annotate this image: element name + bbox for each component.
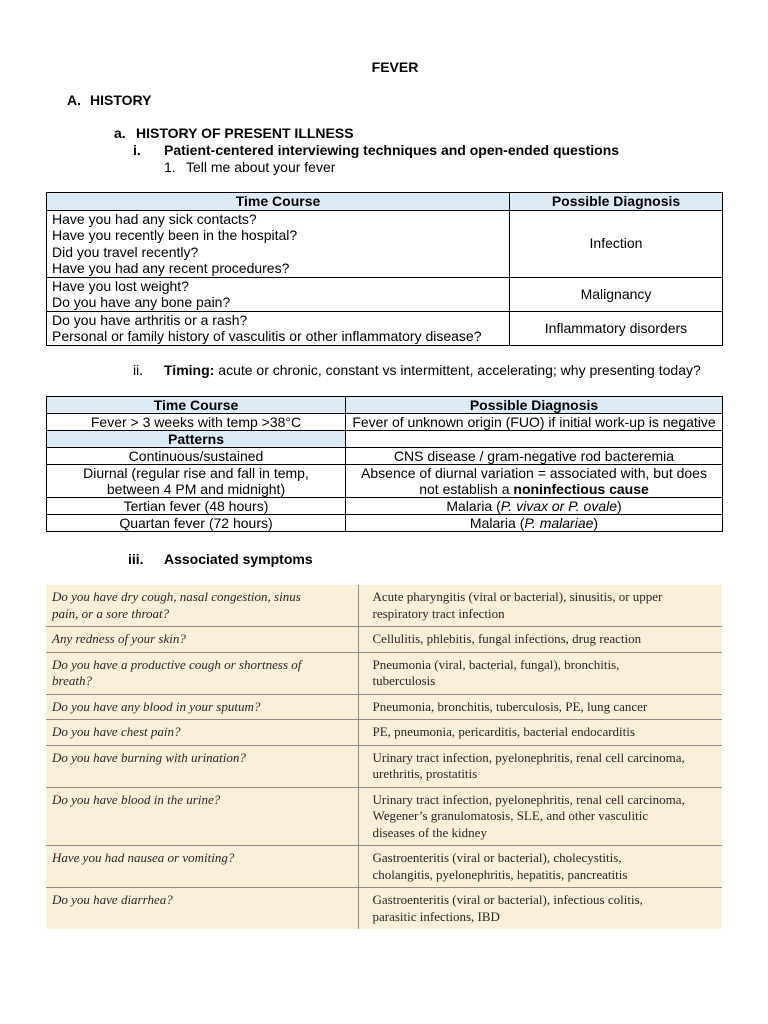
symptom-diagnoses: Pneumonia, bronchitis, tuberculosis, PE, lung cancer <box>358 694 722 720</box>
table-row <box>46 787 722 846</box>
symptom-question: Do you have dry cough, nasal congestion, sinus pain, or a sore throat? <box>46 585 358 627</box>
table-row <box>46 694 722 720</box>
time-course-cell: Fever > 3 weeks with temp >38°C <box>47 414 346 431</box>
associated-symptoms-table <box>46 585 722 929</box>
question-line: Do you have arthritis or a rash? <box>52 311 248 328</box>
symptom-diagnoses: Gastroenteritis (viral or bacterial), infectious colitis, parasitic infections, IBD <box>358 888 722 930</box>
item-iii-marker: iii. <box>128 551 144 567</box>
diagnosis-text: Malaria ( <box>469 515 525 531</box>
symptom-question: Do you have burning with urination? <box>46 745 358 787</box>
symptom-question: Do you have a productive cough or shortness of breath? <box>46 652 358 694</box>
question-line: Did you travel recently? <box>52 243 199 260</box>
item-i-1 <box>164 159 335 176</box>
diagnosis-text-end: ) <box>593 515 599 531</box>
table-header-row <box>47 193 723 211</box>
question-line: Personal or family history of vasculitis or other inflammatory disease? <box>52 328 482 344</box>
time-course-cell: Continuous/sustained <box>47 448 346 465</box>
item-i-1-text: Tell me about your fever <box>186 159 336 175</box>
diagnosis-emphasis: noninfectious cause <box>513 481 649 497</box>
diagnosis-text-wrapper <box>356 465 712 497</box>
symptom-diagnoses: PE, pneumonia, pericarditis, bacterial endocarditis <box>358 720 722 746</box>
table-row <box>47 414 723 431</box>
item-i-title: Patient-centered interviewing techniques and open-ended questions <box>164 142 620 158</box>
symptom-question: Do you have blood in the urine? <box>46 787 358 846</box>
diagnosis-cell <box>346 498 723 515</box>
subsection-a-title: HISTORY OF PRESENT ILLNESS <box>136 125 354 141</box>
symptom-question: Have you had nausea or vomiting? <box>46 846 358 888</box>
table-row <box>46 652 722 694</box>
table-row <box>46 585 722 627</box>
questions-cell <box>47 311 510 345</box>
table-row <box>47 311 723 345</box>
item-i-1-marker: 1. <box>164 159 176 175</box>
symptom-question: Do you have any blood in your sputum? <box>46 694 358 720</box>
item-iii-heading <box>128 551 313 568</box>
item-ii <box>133 362 701 379</box>
question-line: Do you have any bone pain? <box>52 294 231 310</box>
subsection-a-marker: a. <box>114 125 126 141</box>
diagnosis-cell: Inflammatory disorders <box>510 311 723 345</box>
section-a-heading <box>67 92 151 109</box>
time-course-cell <box>47 465 346 498</box>
column-header-possible-diagnosis: Possible Diagnosis <box>346 397 723 414</box>
diagnosis-text: Absence of diurnal variation = associated with, but does not establish a <box>361 465 707 497</box>
questions-cell <box>47 210 510 277</box>
table-row <box>47 498 723 515</box>
question-line: Have you recently been in the hospital? <box>52 227 298 243</box>
diagnosis-text-end: ) <box>617 498 622 514</box>
symptom-diagnoses: Urinary tract infection, pyelonephritis, renal cell carcinoma, Wegener’s granulomatosis, SLE, and other vasculitic diseases of the kidney <box>358 787 722 846</box>
symptom-diagnoses: Cellulitis, phlebitis, fungal infections, drug reaction <box>358 627 722 653</box>
section-a-title: HISTORY <box>90 92 152 108</box>
symptom-diagnoses: Gastroenteritis (viral or bacterial), cholecystitis, cholangitis, pyelonephritis, hepatitis, pancreatitis <box>358 846 722 888</box>
time-course-cell: Quartan fever (72 hours) <box>47 515 346 532</box>
symptom-diagnoses: Pneumonia (viral, bacterial, fungal), bronchitis, tuberculosis <box>358 652 722 694</box>
table-row <box>47 277 723 311</box>
diagnosis-cell <box>346 515 723 532</box>
diagnosis-text: Malaria ( <box>446 498 501 514</box>
diagnosis-cell: Malignancy <box>510 277 723 311</box>
item-ii-marker: ii. <box>133 362 144 378</box>
item-iii-title: Associated symptoms <box>164 551 313 567</box>
history-diagnosis-table <box>46 192 723 346</box>
column-header-time-course: Time Course <box>47 193 510 211</box>
item-i-marker: i. <box>133 142 141 158</box>
symptom-diagnoses: Acute pharyngitis (viral or bacterial), sinusitis, or upper respiratory tract infection <box>358 585 722 627</box>
empty-cell <box>346 431 723 448</box>
table-row <box>47 210 723 277</box>
table-row <box>46 745 722 787</box>
diagnosis-cell: Fever of unknown origin (FUO) if initial work-up is negative <box>346 414 723 431</box>
table-row <box>46 720 722 746</box>
patterns-label: Patterns <box>47 431 346 448</box>
symptom-question: Do you have chest pain? <box>46 720 358 746</box>
symptom-diagnoses: Urinary tract infection, pyelonephritis, renal cell carcinoma, urethritis, prostatitis <box>358 745 722 787</box>
time-course-text: Diurnal (regular rise and fall in temp, between 4 PM and midnight) <box>83 465 309 497</box>
timing-diagnosis-table <box>46 396 723 532</box>
diagnosis-species: P. malariae <box>524 515 594 531</box>
question-line: Have you lost weight? <box>52 277 189 294</box>
diagnosis-cell: Infection <box>510 210 723 277</box>
item-i-heading <box>133 142 619 159</box>
table-row <box>47 465 723 498</box>
table-row <box>47 515 723 532</box>
table-row <box>46 627 722 653</box>
subsection-a-heading <box>114 125 354 142</box>
questions-cell <box>47 277 510 311</box>
column-header-possible-diagnosis: Possible Diagnosis <box>510 193 723 211</box>
diagnosis-cell: CNS disease / gram-negative rod bacteremia <box>346 448 723 465</box>
table-row <box>46 846 722 888</box>
item-ii-text: acute or chronic, constant vs intermittent, accelerating; why presenting today? <box>218 362 701 378</box>
diagnosis-species: P. vivax or P. ovale <box>500 498 617 514</box>
symptom-question: Do you have diarrhea? <box>52 892 173 907</box>
column-header-time-course: Time Course <box>47 397 346 414</box>
patterns-header-row <box>47 431 723 448</box>
time-course-cell: Tertian fever (48 hours) <box>47 498 346 515</box>
table-row <box>47 448 723 465</box>
diagnosis-cell <box>346 465 723 498</box>
question-line: Have you had any sick contacts? <box>52 210 257 227</box>
section-a-marker: A. <box>67 92 81 108</box>
question-line: Have you had any recent procedures? <box>52 260 290 276</box>
document-title: FEVER <box>371 59 419 75</box>
item-ii-label: Timing: <box>164 362 215 378</box>
symptom-question: Any redness of your skin? <box>46 627 358 653</box>
table-header-row <box>47 397 723 414</box>
table-row <box>46 888 722 930</box>
